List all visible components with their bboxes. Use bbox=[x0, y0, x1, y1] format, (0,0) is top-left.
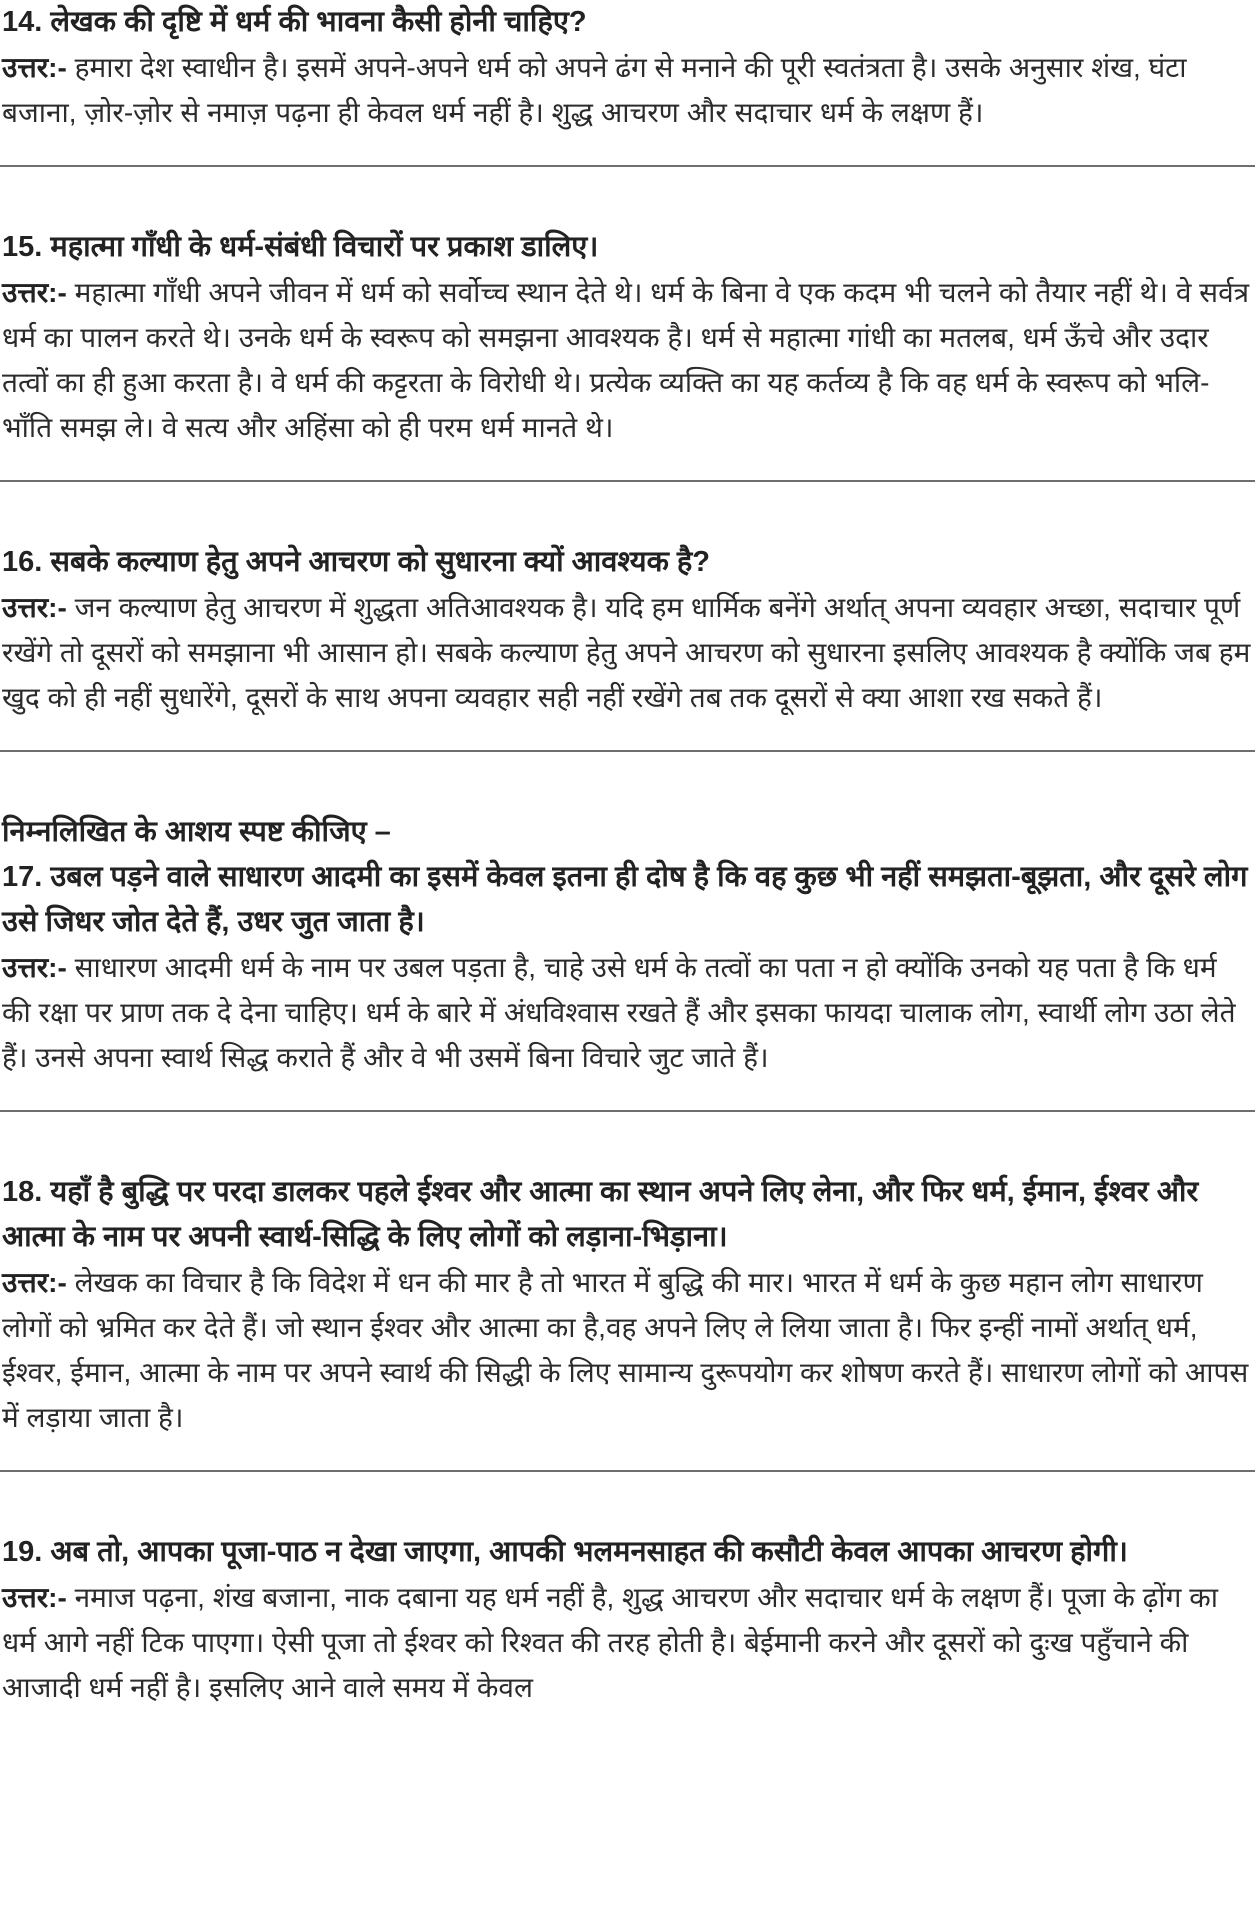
answer-label: उत्तर:- bbox=[2, 952, 67, 983]
question-16 bbox=[0, 482, 1255, 752]
question-15 bbox=[0, 167, 1255, 482]
question-text: 18. यहाँ है बुद्धि पर परदा डालकर पहले ईश्वर और आत्मा का स्थान अपने लिए लेना, और फिर धर्म, ईमान, ईश्वर और आत्मा के नाम पर अपनी स्वार्थ-सिद्धि के लिए लोगों को लड़ाना-भिड़ाना। bbox=[2, 1176, 1199, 1253]
answer-label: उत्तर:- bbox=[2, 1267, 67, 1298]
answer-body: हमारा देश स्वाधीन है। इसमें अपने-अपने धर्म को अपने ढंग से मनाने की पूरी स्वतंत्रता है। उसके अनुसार शंख, घंटा बजाना, ज़ोर-ज़ोर से नमाज़ पढ़ना ही केवल धर्म नहीं है। शुद्ध आचरण और सदाचार धर्म के लक्षण हैं। bbox=[2, 52, 1187, 128]
answer-text bbox=[2, 945, 1251, 1080]
answer-text bbox=[2, 270, 1251, 450]
section-heading: निम्नलिखित के आशय स्पष्ट कीजिए – bbox=[2, 816, 391, 848]
answer-body: नमाज पढ़ना, शंख बजाना, नाक दबाना यह धर्म नहीं है, शुद्ध आचरण और सदाचार धर्म के लक्षण हैं। पूजा के ढ़ोंग का धर्म आगे नहीं टिक पाएगा। ऐसी पूजा तो ईश्वर को रिश्वत की तरह होती है। बेईमानी करने और दूसरों को दुःख पहुँचाने की आजादी धर्म नहीं है। इसलिए आने वाले समय में केवल bbox=[2, 1582, 1218, 1703]
question-14 bbox=[0, 0, 1255, 167]
question-18 bbox=[0, 1112, 1255, 1472]
answer-label: उत्तर:- bbox=[2, 277, 67, 308]
answer-body: लेखक का विचार है कि विदेश में धन की मार है तो भारत में बुद्धि की मार। भारत में धर्म के कुछ महान लोग साधारण लोगों को भ्रमित कर देते हैं। जो स्थान ईश्वर और आत्मा का है,वह अपने लिए ले लिया जाता है। फिर इन्हीं नामों अर्थात् धर्म, ईश्वर, ईमान, आत्मा के नाम पर अपने स्वार्थ की सिद्धी के लिए सामान्य दुरूपयोग कर शोषण करते हैं। साधारण लोगों को आपस में लड़ाया जाता है। bbox=[2, 1267, 1249, 1433]
answer-body: जन कल्याण हेतु आचरण में शुद्धता अतिआवश्यक है। यदि हम धार्मिक बनेंगे अर्थात् अपना व्यवहार अच्छा, सदाचार पूर्ण रखेंगे तो दूसरों को समझाना भी आसान हो। सबके कल्याण हेतु अपने आचरण को सुधारना इसलिए आवश्यक है क्योंकि जब हम खुद को ही नहीं सुधारेंगे, दूसरों के साथ अपना व्यवहार सही नहीं रखेंगे तब तक दूसरों से क्या आशा रख सकते हैं। bbox=[2, 592, 1251, 713]
answer-text bbox=[2, 1575, 1251, 1710]
question-text: 16. सबके कल्याण हेतु अपने आचरण को सुधारना क्यों आवश्यक है? bbox=[2, 546, 711, 578]
answer-text bbox=[2, 45, 1251, 135]
question-text: 19. अब तो, आपका पूजा-पाठ न देखा जाएगा, आपकी भलमनसाहत की कसौटी केवल आपका आचरण होगी। bbox=[2, 1536, 1128, 1568]
answer-body: महात्मा गाँधी अपने जीवन में धर्म को सर्वोच्च स्थान देते थे। धर्म के बिना वे एक कदम भी चलने को तैयार नहीं थे। वे सर्वत्र धर्म का पालन करते थे। उनके धर्म के स्वरूप को समझना आवश्यक है। धर्म से महात्मा गांधी का मतलब, धर्म ऊँचे और उदार तत्वों का ही हुआ करता है। वे धर्म की कट्टरता के विरोधी थे। प्रत्येक व्यक्ति का यह कर्तव्य है कि वह धर्म के स्वरूप को भलि-भाँति समझ ले। वे सत्य और अहिंसा को ही परम धर्म मानते थे। bbox=[2, 277, 1250, 443]
question-19 bbox=[0, 1472, 1255, 1740]
answer-text bbox=[2, 1260, 1251, 1440]
answer-text bbox=[2, 585, 1251, 720]
answer-label: उत्तर:- bbox=[2, 1582, 67, 1613]
question-text: 14. लेखक की दृष्टि में धर्म की भावना कैसी होनी चाहिए? bbox=[2, 6, 587, 38]
answer-body: साधारण आदमी धर्म के नाम पर उबल पड़ता है, चाहे उसे धर्म के तत्वों का पता न हो क्योंकि उनको यह पता है कि धर्म की रक्षा पर प्राण तक दे देना चाहिए। धर्म के बारे में अंधविश्वास रखते हैं और इसका फायदा चालाक लोग, स्वार्थी लोग उठा लेते हैं। उनसे अपना स्वार्थ सिद्ध कराते हैं और वे भी उसमें बिना विचारे जुट जाते हैं। bbox=[2, 952, 1236, 1073]
answer-label: उत्तर:- bbox=[2, 592, 67, 623]
question-text: 15. महात्मा गाँधी के धर्म-संबंधी विचारों पर प्रकाश डालिए। bbox=[2, 231, 599, 263]
question-text: 17. उबल पड़ने वाले साधारण आदमी का इसमें केवल इतना ही दोष है कि वह कुछ भी नहीं समझता-बूझता, और दूसरे लोग उसे जिधर जोत देते हैं, उधर जुत जाता है। bbox=[2, 861, 1248, 938]
question-17 bbox=[0, 752, 1255, 1112]
answer-label: उत्तर:- bbox=[2, 52, 67, 83]
